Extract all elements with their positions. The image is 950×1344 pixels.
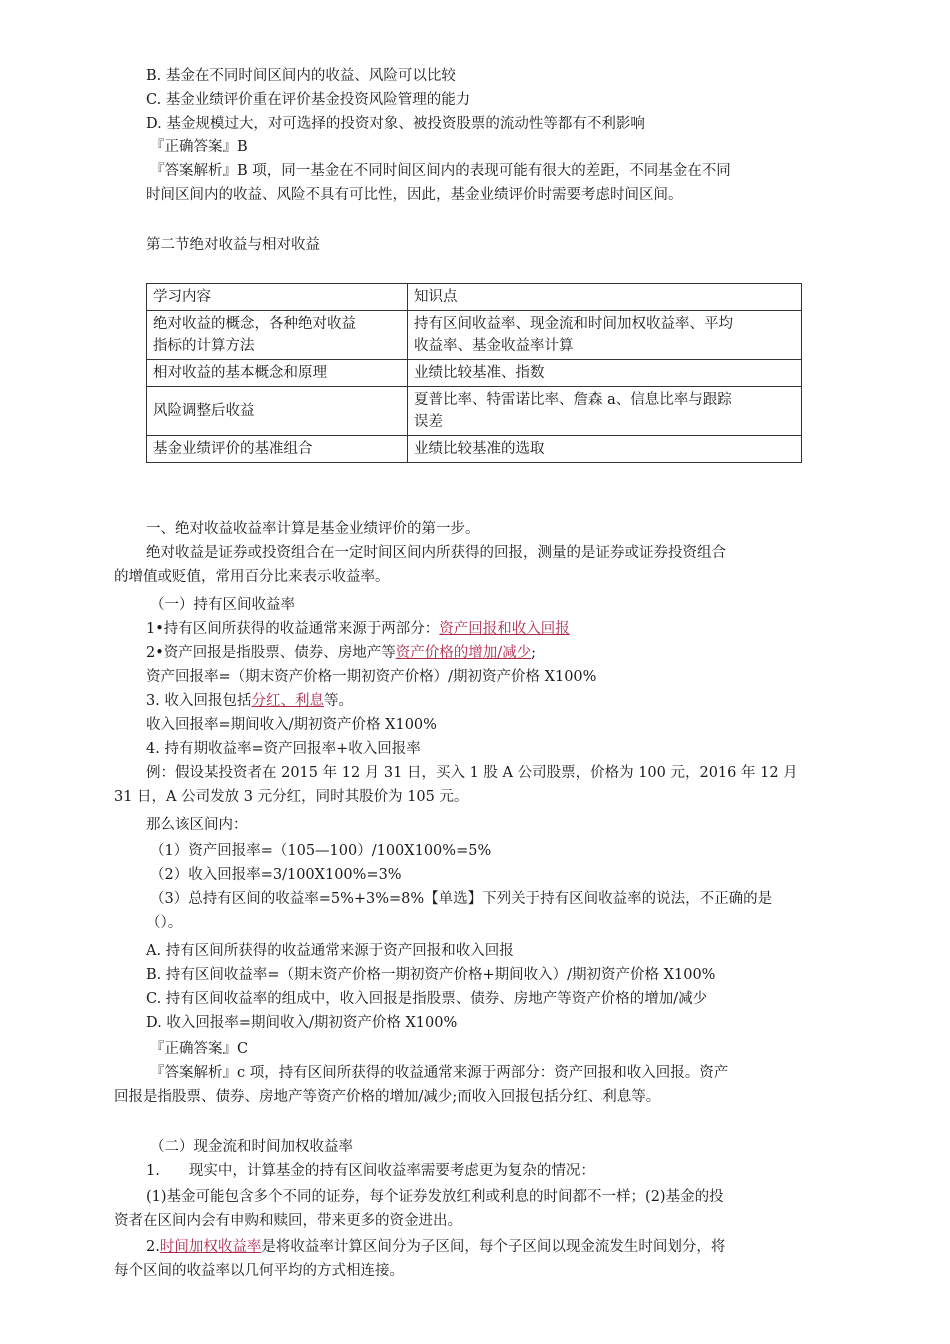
q1-explanation-line1: 『答案解析』B 项，同一基金在不同时间区间内的表现可能有很大的差距，不同基金在不同 xyxy=(150,163,731,179)
formula-income-return: 收入回报率=期间收入/期初资产价格 X100% xyxy=(146,717,437,733)
text-span: 3. 收入回报包括 xyxy=(146,693,252,709)
q1-answer: 『正确答案』B xyxy=(150,139,248,155)
q2-explanation-line1: 『答案解析』c 项，持有区间所获得的收益通常来源于两部分：资产回报和收入回报。资产 xyxy=(150,1065,729,1081)
q1-option-d: D. 基金规模过大，对可选择的投资对象、被投资股票的流动性等都有不利影响 xyxy=(146,116,645,132)
example-line3: 那么该区间内： xyxy=(146,817,248,833)
table-cell xyxy=(147,360,408,387)
part1-intro-line1: 绝对收益是证券或投资组合在一定时间区间内所获得的回报，测量的是证券或证券投资组合 xyxy=(146,545,726,561)
table-header-cell: 学习内容 xyxy=(147,284,408,311)
highlight-term: 分红、利息 xyxy=(251,693,324,709)
part2-point2-line2: 每个区间的收益率以几何平均的方式相连接。 xyxy=(114,1263,404,1279)
part1-point1 xyxy=(146,618,570,640)
cell-line: 绝对收益的概念，各种绝对收益 xyxy=(153,316,356,332)
table-cell xyxy=(408,360,802,387)
part2-point2 xyxy=(146,1236,725,1258)
cell-line: 误差 xyxy=(414,414,443,430)
q2-option-b: B. 持有区间收益率=（期末资产价格一期初资产价格+期间收入）/期初资产价格 X100% xyxy=(146,967,716,983)
highlight-term: 时间加权收益率 xyxy=(159,1239,262,1255)
calc-line1: （1）资产回报率=（105—100）/100X100%=5% xyxy=(150,843,492,859)
highlight-term: 资产价格的增加/减少 xyxy=(395,645,532,661)
cell-line: 指标的计算方法 xyxy=(153,338,255,354)
part1-intro-line2: 的增值或贬值，常用百分比来表示收益率。 xyxy=(114,569,390,585)
part1-heading: 一、绝对收益收益率计算是基金业绩评价的第一步。 xyxy=(146,521,480,537)
text-span: 2•资产回报是指股票、债券、房地产等 xyxy=(146,645,396,661)
cell-line: 相对收益的基本概念和原理 xyxy=(153,365,327,381)
text-span: 等。 xyxy=(323,693,353,709)
cell-line: 业绩比较基准、指数 xyxy=(414,365,545,381)
subsection-cashflow-time-weighted: （二）现金流和时间加权收益率 xyxy=(150,1139,353,1155)
q2-answer: 『正确答案』C xyxy=(150,1041,249,1057)
q2-option-c: C. 持有区间收益率的组成中，收入回报是指股票、债券、房地产等资产价格的增加/减少 xyxy=(146,991,708,1007)
cell-line: 风险调整后收益 xyxy=(153,403,255,419)
cell-line: 收益率、基金收益率计算 xyxy=(414,338,574,354)
formula-asset-return: 资产回报率=（期末资产价格一期初资产价格）/期初资产价格 X100% xyxy=(146,669,597,685)
q1-explanation-line2: 时间区间内的收益、风险不具有可比性，因此，基金业绩评价时需要考虑时间区间。 xyxy=(146,187,683,203)
example-line2: 31 日，A 公司发放 3 元分红，同时其股价为 105 元。 xyxy=(114,789,469,805)
q2-explanation-line2: 回报是指股票、债券、房地产等资产价格的增加/减少;而收入回报包括分红、利息等。 xyxy=(114,1089,661,1105)
highlight-term: 资产回报和收入回报 xyxy=(439,621,570,637)
table-header-cell: 知识点 xyxy=(408,284,802,311)
text-span: 1•持有区间所获得的收益通常来源于两部分： xyxy=(146,621,440,637)
calc-line3: （3）总持有区间的收益率=5%+3%=8%【单选】下列关于持有区间收益率的说法，不正确的是 xyxy=(150,891,773,907)
part2-point1-detail-line1: (1)基金可能包含多个不同的证券，每个证券发放红利或利息的时间都不一样；(2)基金的投 xyxy=(146,1189,724,1205)
cell-line: 持有区间收益率、现金流和时间加权收益率、平均 xyxy=(414,316,733,332)
table-cell xyxy=(408,311,802,360)
example-line1: 例：假设某投资者在 2015 年 12 月 31 日，买入 1 股 A 公司股票，价格为 100 元，2016 年 12 月 xyxy=(146,765,798,781)
cell-line: 夏普比率、特雷诺比率、詹森 a、信息比率与跟踪 xyxy=(414,392,732,408)
table-cell xyxy=(408,387,802,436)
table-cell xyxy=(147,311,408,360)
q2-option-d: D. 收入回报率=期间收入/期初资产价格 X100% xyxy=(146,1015,458,1031)
q2-option-a: A. 持有区间所获得的收益通常来源于资产回报和收入回报 xyxy=(146,943,514,959)
part1-point2 xyxy=(146,642,536,664)
q1-option-c: C. 基金业绩评价重在评价基金投资风险管理的能力 xyxy=(146,92,471,108)
table-cell xyxy=(408,436,802,463)
part1-point3 xyxy=(146,690,353,712)
cell-line: 业绩比较基准的选取 xyxy=(414,441,545,457)
table-row xyxy=(147,387,802,436)
calc-line4: （）。 xyxy=(146,915,183,931)
table-row xyxy=(147,360,802,387)
table-cell xyxy=(147,387,408,436)
text-span: ; xyxy=(531,645,537,661)
cell-line: 基金业绩评价的基准组合 xyxy=(153,441,313,457)
part2-point1-detail-line2: 资者在区间内会有申购和赎回，带来更多的资金进出。 xyxy=(114,1213,462,1229)
text-span: 2. xyxy=(146,1239,160,1255)
table-row xyxy=(147,436,802,463)
table-header-row xyxy=(147,284,802,311)
part1-point4: 4. 持有期收益率=资产回报率+收入回报率 xyxy=(146,741,421,757)
table-cell xyxy=(147,436,408,463)
study-content-table xyxy=(146,283,802,463)
calc-line2: （2）收入回报率=3/100X100%=3% xyxy=(150,867,402,883)
table-row xyxy=(147,311,802,360)
text-span: 是将收益率计算区间分为子区间，每个子区间以现金流发生时间划分，将 xyxy=(261,1239,726,1255)
section-title: 第二节绝对收益与相对收益 xyxy=(146,237,320,253)
part2-point1: 1. 现实中，计算基金的持有区间收益率需要考虑更为复杂的情况： xyxy=(146,1163,595,1179)
subsection-holding-period: （一）持有区间收益率 xyxy=(150,597,295,613)
q1-option-b: B. 基金在不同时间区间内的收益、风险可以比较 xyxy=(146,68,456,84)
